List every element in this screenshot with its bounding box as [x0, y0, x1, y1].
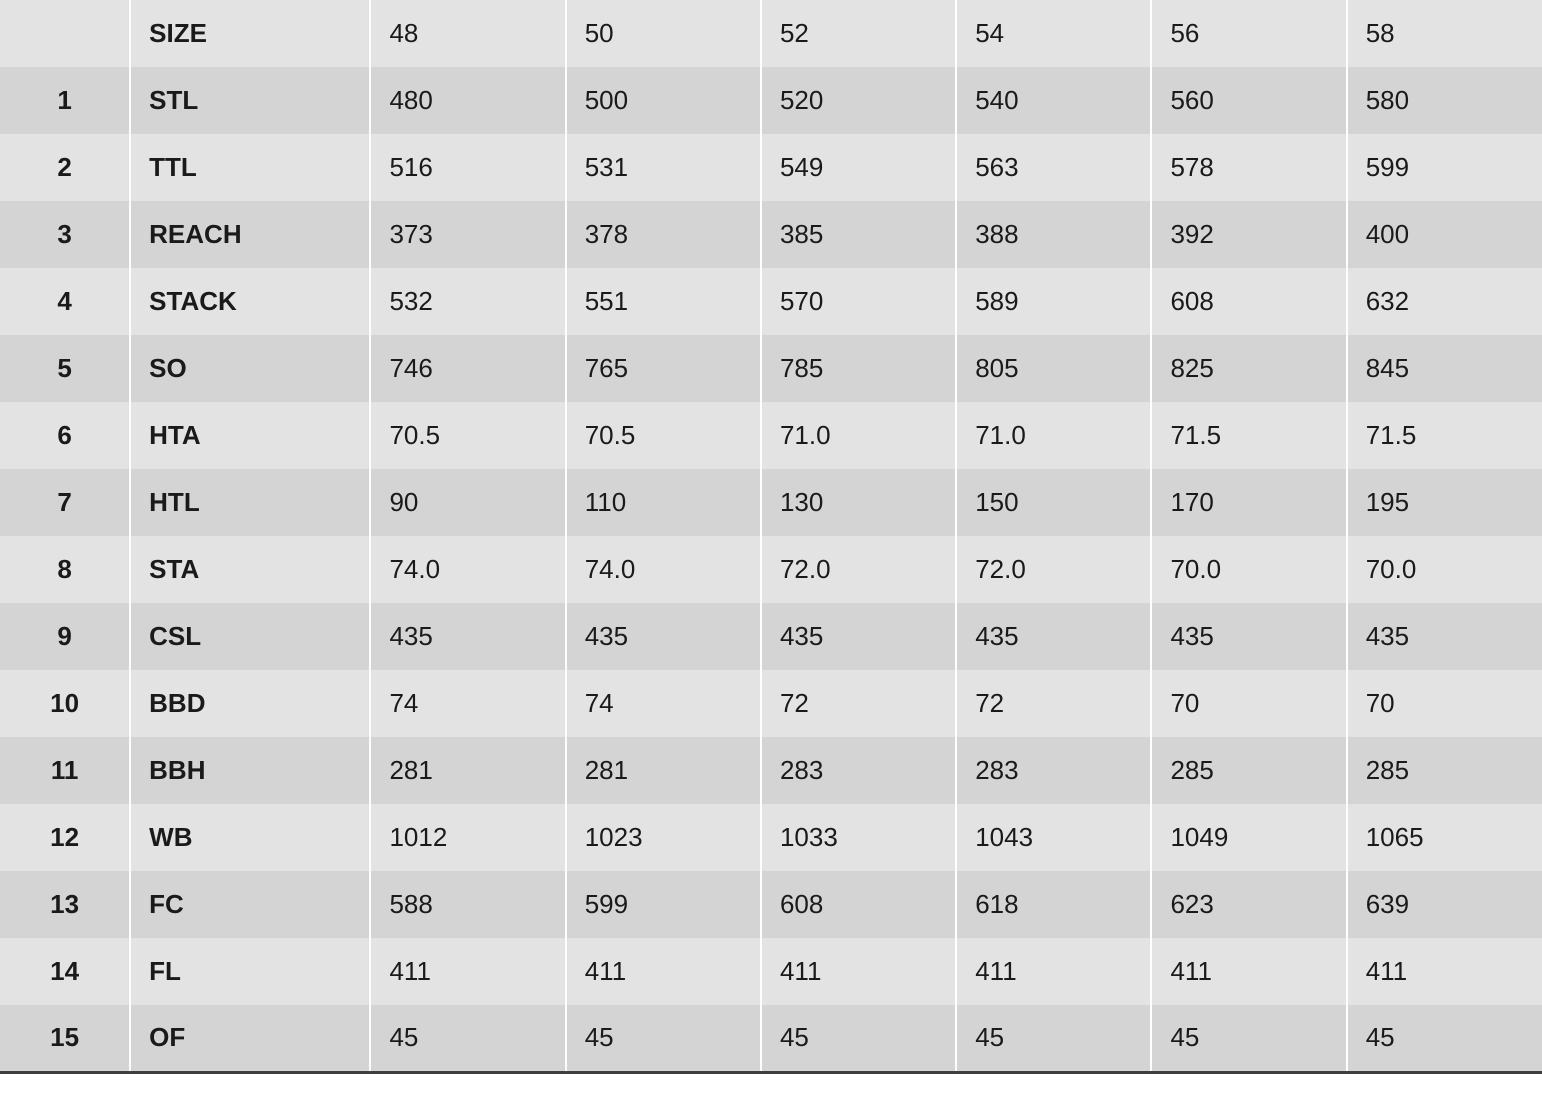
table-row: [0, 1005, 1542, 1072]
row-value: 531: [566, 134, 761, 201]
row-label: FC: [130, 871, 370, 938]
row-label: STA: [130, 536, 370, 603]
row-value: 765: [566, 335, 761, 402]
row-value: 378: [566, 201, 761, 268]
row-value: 411: [1347, 938, 1542, 1005]
row-index: 9: [0, 603, 130, 670]
row-value: 388: [956, 201, 1151, 268]
row-value: 71.5: [1347, 402, 1542, 469]
row-value: 435: [1151, 603, 1346, 670]
header-label-cell: SIZE: [130, 0, 370, 67]
row-value: 70.0: [1151, 536, 1346, 603]
row-label: OF: [130, 1005, 370, 1072]
row-value: 411: [566, 938, 761, 1005]
row-value: 71.0: [956, 402, 1151, 469]
row-index: 2: [0, 134, 130, 201]
row-value: 45: [566, 1005, 761, 1072]
row-value: 435: [1347, 603, 1542, 670]
table-row: [0, 737, 1542, 804]
row-value: 805: [956, 335, 1151, 402]
header-size-cell-3: 54: [956, 0, 1151, 67]
row-value: 500: [566, 67, 761, 134]
row-index: 15: [0, 1005, 130, 1072]
row-value: 285: [1151, 737, 1346, 804]
header-size-cell-2: 52: [761, 0, 956, 67]
row-value: 411: [1151, 938, 1346, 1005]
row-value: 74.0: [566, 536, 761, 603]
row-index: 12: [0, 804, 130, 871]
row-value: 45: [1151, 1005, 1346, 1072]
row-label: FL: [130, 938, 370, 1005]
row-value: 560: [1151, 67, 1346, 134]
row-index: 11: [0, 737, 130, 804]
row-index: 8: [0, 536, 130, 603]
row-value: 195: [1347, 469, 1542, 536]
row-value: 283: [956, 737, 1151, 804]
row-value: 578: [1151, 134, 1346, 201]
row-value: 639: [1347, 871, 1542, 938]
row-value: 281: [370, 737, 565, 804]
row-index: 10: [0, 670, 130, 737]
row-index: 1: [0, 67, 130, 134]
table-row: [0, 134, 1542, 201]
row-value: 90: [370, 469, 565, 536]
row-index: 13: [0, 871, 130, 938]
row-label: STL: [130, 67, 370, 134]
row-value: 589: [956, 268, 1151, 335]
row-value: 825: [1151, 335, 1346, 402]
row-index: 5: [0, 335, 130, 402]
row-index: 3: [0, 201, 130, 268]
row-value: 72: [761, 670, 956, 737]
row-label: BBD: [130, 670, 370, 737]
row-value: 480: [370, 67, 565, 134]
row-label: TTL: [130, 134, 370, 201]
row-value: 70.5: [566, 402, 761, 469]
row-value: 435: [566, 603, 761, 670]
row-value: 72.0: [956, 536, 1151, 603]
row-value: 588: [370, 871, 565, 938]
row-value: 45: [1347, 1005, 1542, 1072]
row-value: 551: [566, 268, 761, 335]
table-row: [0, 402, 1542, 469]
row-value: 74.0: [370, 536, 565, 603]
row-label: CSL: [130, 603, 370, 670]
row-value: 373: [370, 201, 565, 268]
row-value: 599: [566, 871, 761, 938]
row-value: 72: [956, 670, 1151, 737]
row-label: REACH: [130, 201, 370, 268]
row-value: 608: [1151, 268, 1346, 335]
row-value: 400: [1347, 201, 1542, 268]
row-label: HTL: [130, 469, 370, 536]
row-value: 45: [956, 1005, 1151, 1072]
row-label: SO: [130, 335, 370, 402]
row-value: 71.5: [1151, 402, 1346, 469]
row-label: WB: [130, 804, 370, 871]
row-index: 4: [0, 268, 130, 335]
row-value: 385: [761, 201, 956, 268]
row-value: 283: [761, 737, 956, 804]
row-value: 435: [370, 603, 565, 670]
row-value: 540: [956, 67, 1151, 134]
row-value: 74: [566, 670, 761, 737]
table-header-row: [0, 0, 1542, 67]
header-size-cell-5: 58: [1347, 0, 1542, 67]
row-label: BBH: [130, 737, 370, 804]
row-value: 1033: [761, 804, 956, 871]
header-size-cell-0: 48: [370, 0, 565, 67]
row-value: 608: [761, 871, 956, 938]
table-row: [0, 603, 1542, 670]
header-size-cell-4: 56: [1151, 0, 1346, 67]
row-value: 392: [1151, 201, 1346, 268]
table-row: [0, 871, 1542, 938]
row-value: 785: [761, 335, 956, 402]
row-value: 130: [761, 469, 956, 536]
row-value: 1043: [956, 804, 1151, 871]
table-row: [0, 670, 1542, 737]
row-value: 70.5: [370, 402, 565, 469]
row-value: 599: [1347, 134, 1542, 201]
row-value: 411: [370, 938, 565, 1005]
row-index: 7: [0, 469, 130, 536]
row-value: 570: [761, 268, 956, 335]
row-value: 72.0: [761, 536, 956, 603]
row-value: 71.0: [761, 402, 956, 469]
row-value: 845: [1347, 335, 1542, 402]
row-value: 632: [1347, 268, 1542, 335]
row-label: HTA: [130, 402, 370, 469]
row-value: 411: [761, 938, 956, 1005]
row-value: 532: [370, 268, 565, 335]
row-value: 150: [956, 469, 1151, 536]
row-value: 580: [1347, 67, 1542, 134]
row-index: 6: [0, 402, 130, 469]
row-value: 285: [1347, 737, 1542, 804]
table-row: [0, 804, 1542, 871]
table-row: [0, 938, 1542, 1005]
row-value: 623: [1151, 871, 1346, 938]
row-value: 618: [956, 871, 1151, 938]
row-value: 70: [1347, 670, 1542, 737]
row-value: 1065: [1347, 804, 1542, 871]
row-value: 520: [761, 67, 956, 134]
row-value: 1049: [1151, 804, 1346, 871]
table-row: [0, 268, 1542, 335]
row-value: 746: [370, 335, 565, 402]
row-value: 549: [761, 134, 956, 201]
row-value: 435: [956, 603, 1151, 670]
row-value: 435: [761, 603, 956, 670]
row-value: 70.0: [1347, 536, 1542, 603]
row-value: 411: [956, 938, 1151, 1005]
row-index: 14: [0, 938, 130, 1005]
row-value: 563: [956, 134, 1151, 201]
row-value: 281: [566, 737, 761, 804]
row-value: 70: [1151, 670, 1346, 737]
row-value: 1012: [370, 804, 565, 871]
header-size-cell-1: 50: [566, 0, 761, 67]
table-row: [0, 335, 1542, 402]
header-index-cell: [0, 0, 130, 67]
row-value: 170: [1151, 469, 1346, 536]
row-value: 74: [370, 670, 565, 737]
row-value: 45: [761, 1005, 956, 1072]
row-value: 110: [566, 469, 761, 536]
row-value: 45: [370, 1005, 565, 1072]
row-value: 1023: [566, 804, 761, 871]
table-row: [0, 536, 1542, 603]
table-row: [0, 201, 1542, 268]
row-value: 516: [370, 134, 565, 201]
table-row: [0, 469, 1542, 536]
table-row: [0, 67, 1542, 134]
row-label: STACK: [130, 268, 370, 335]
